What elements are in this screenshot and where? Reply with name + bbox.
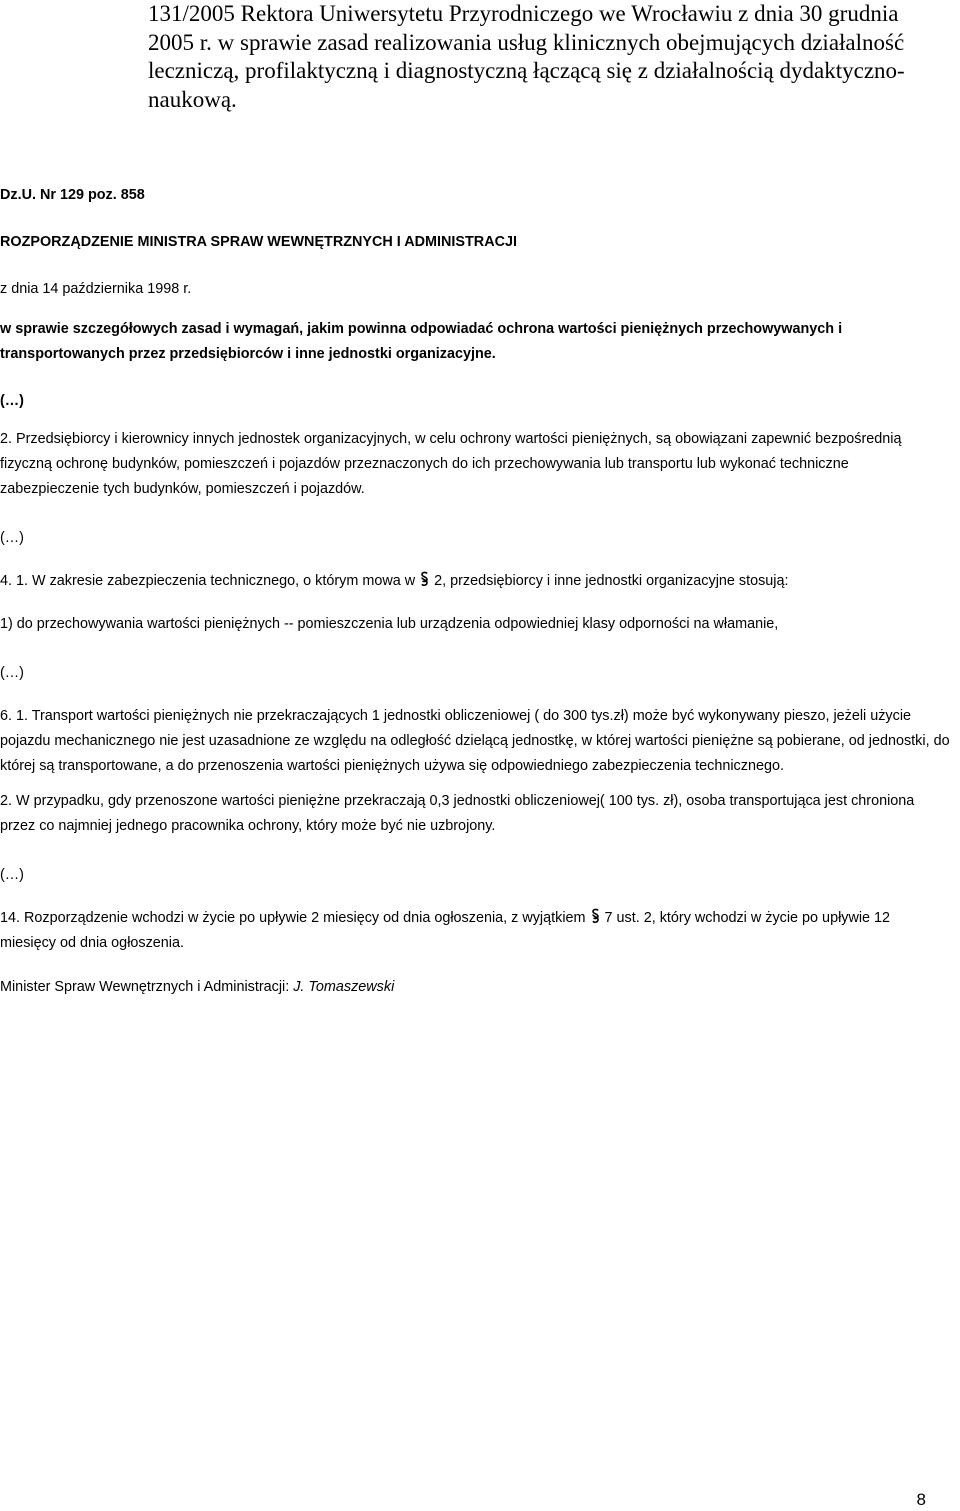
section-2: 2. Przedsiębiorcy i kierownicy innych jednostek organizacyjnych, w celu ochrony wartości pieniężnych, są obowiązani zapewnić bezpośrednią fizyczną ochronę budynków, pomieszczeń i pojazdów przeznaczonych do ich przechowywania lub transportu lub wykonać techniczne zabezpieczenie tych budynków, pomieszczeń i pojazdów. (0, 431, 902, 497)
document-body (0, 183, 950, 1000)
signature-label: Minister Spraw Wewnętrznych i Administracji: (0, 979, 294, 995)
omission-marker: (…) (0, 665, 24, 681)
section-4-1-text: 4. 1. W zakresie zabezpieczenia technicznego, o którym mowa w (0, 573, 420, 589)
paragraph-symbol-icon (419, 571, 430, 587)
signature-name: J. Tomaszewski (293, 979, 395, 995)
section-4-1 (0, 569, 950, 594)
omission-marker: (…) (0, 867, 24, 883)
document-title: 131/2005 Rektora Uniwersytetu Przyrodniczego we Wrocławiu z dnia 30 grudnia 2005 r. w sprawie zasad realizowania usług klinicznych obejmujących działalność leczniczą, profilaktyczną i diagnostyczną łączącą się z działalnością dydaktyczno-naukową. (148, 1, 905, 112)
regulation-subject: w sprawie szczegółowych zasad i wymagań, jakim powinna odpowiadać ochrona wartości pieniężnych przechowywanych i transportowanych przez przedsiębiorców i inne jednostki organizacyjne. (0, 321, 843, 362)
section-6-1: 6. 1. Transport wartości pieniężnych nie przekraczających 1 jednostki obliczeniowej ( do 300 tys.zł) może być wykonywany pieszo, jeżeli użycie pojazdu mechanicznego nie jest uzasadnione ze względu na odległość dzielącą jednostkę, w której wartości pieniężne są pobierane, od jednostki, do której są transportowane, a do przenoszenia wartości pieniężnych używa się odpowiedniego zabezpieczenia technicznego. (0, 708, 950, 774)
signature-line (0, 975, 950, 1000)
section-14-text-cont: 7 ust. 2, który wchodzi w życie po upływie 12 miesięcy od dnia ogłoszenia. (0, 910, 891, 951)
omission-marker: (…) (0, 530, 24, 546)
paragraph-symbol-icon (590, 908, 601, 924)
section-4-1-text-cont: 2, przedsiębiorcy i inne jednostki organizacyjne stosują: (430, 573, 789, 589)
section-14 (0, 906, 950, 956)
regulation-heading: ROZPORZĄDZENIE MINISTRA SPRAW WEWNĘTRZNYCH I ADMINISTRACJI (0, 234, 517, 250)
regulation-date: z dnia 14 października 1998 r. (0, 281, 192, 297)
omission-marker: (…) (0, 393, 24, 409)
section-6-2: 2. W przypadku, gdy przenoszone wartości pieniężne przekraczają 0,3 jednostki obliczeniowej( 100 tys. zł), osoba transportująca jest chroniona przez co najmniej jednego pracownika ochrony, który może być nie uzbrojony. (0, 793, 915, 834)
section-14-text: 14. Rozporządzenie wchodzi w życie po upływie 2 miesięcy od dnia ogłoszenia, z wyjątkiem (0, 910, 590, 926)
journal-reference: Dz.U. Nr 129 poz. 858 (0, 187, 145, 203)
section-4-1-item-1: 1) do przechowywania wartości pieniężnych -- pomieszczenia lub urządzenia odpowiedniej klasy odporności na włamanie, (0, 616, 779, 632)
page-number: 8 (916, 1490, 926, 1509)
